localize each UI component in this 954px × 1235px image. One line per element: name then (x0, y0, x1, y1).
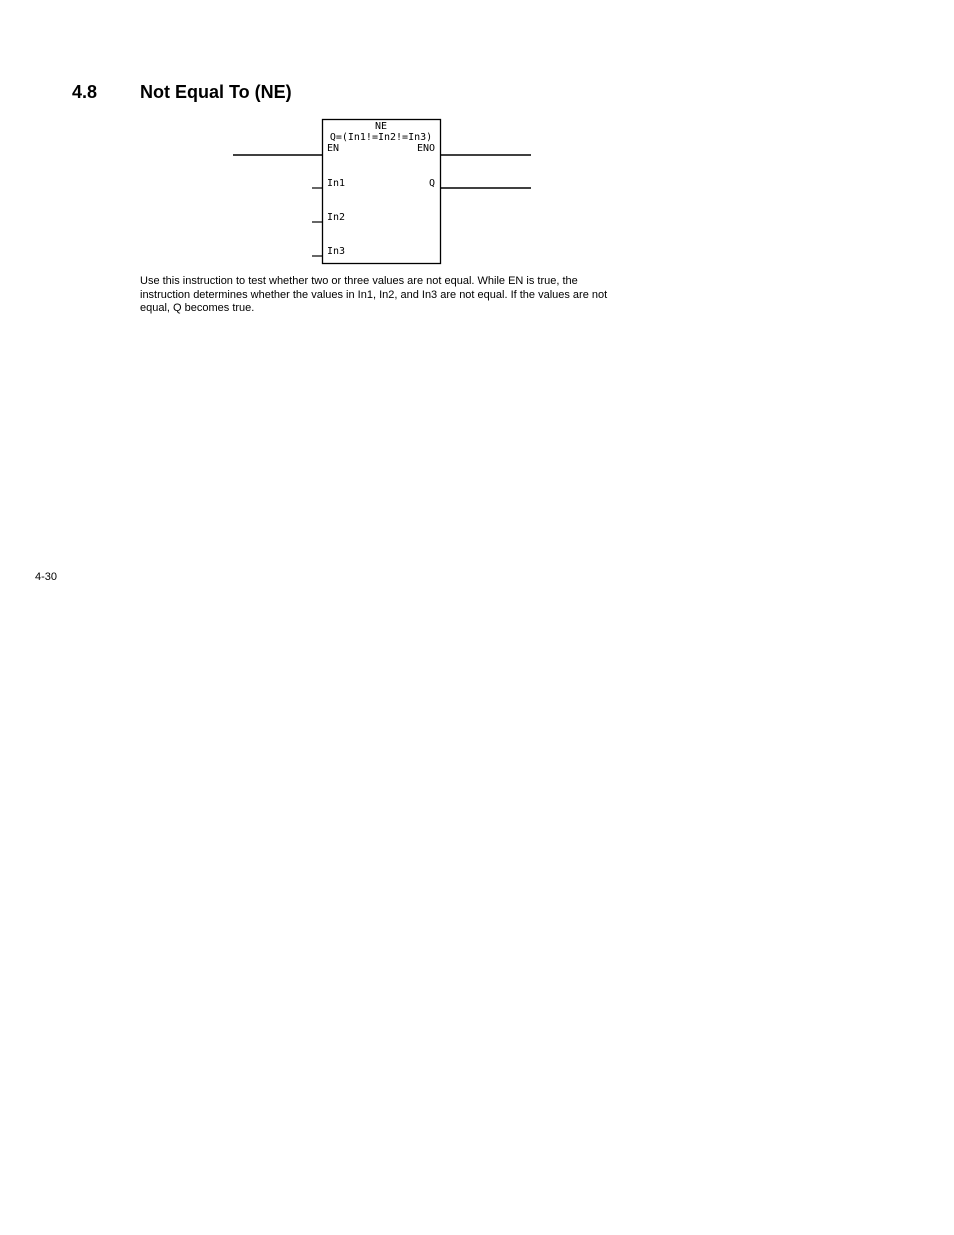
page-number: 4-30 (35, 571, 58, 583)
section-number: 4.8 (72, 82, 98, 102)
in1-label: In1 (327, 178, 346, 189)
en-label: EN (327, 143, 340, 154)
instruction-description: Use this instruction to test whether two or three values are not equal. While EN is true, the instruction determines whether the values in In1, In2, and In3 are not equal. If the values are not equal, Q becomes true. (140, 275, 608, 314)
in2-label: In2 (327, 212, 346, 223)
eno-label: ENO (416, 143, 435, 154)
q-label: Q (428, 178, 435, 189)
block-formula: Q=(In1!=In2!=In3) (329, 132, 433, 143)
section-title: Not Equal To (NE) (140, 82, 292, 102)
in3-label: In3 (327, 246, 346, 257)
block-name: NE (374, 121, 388, 132)
